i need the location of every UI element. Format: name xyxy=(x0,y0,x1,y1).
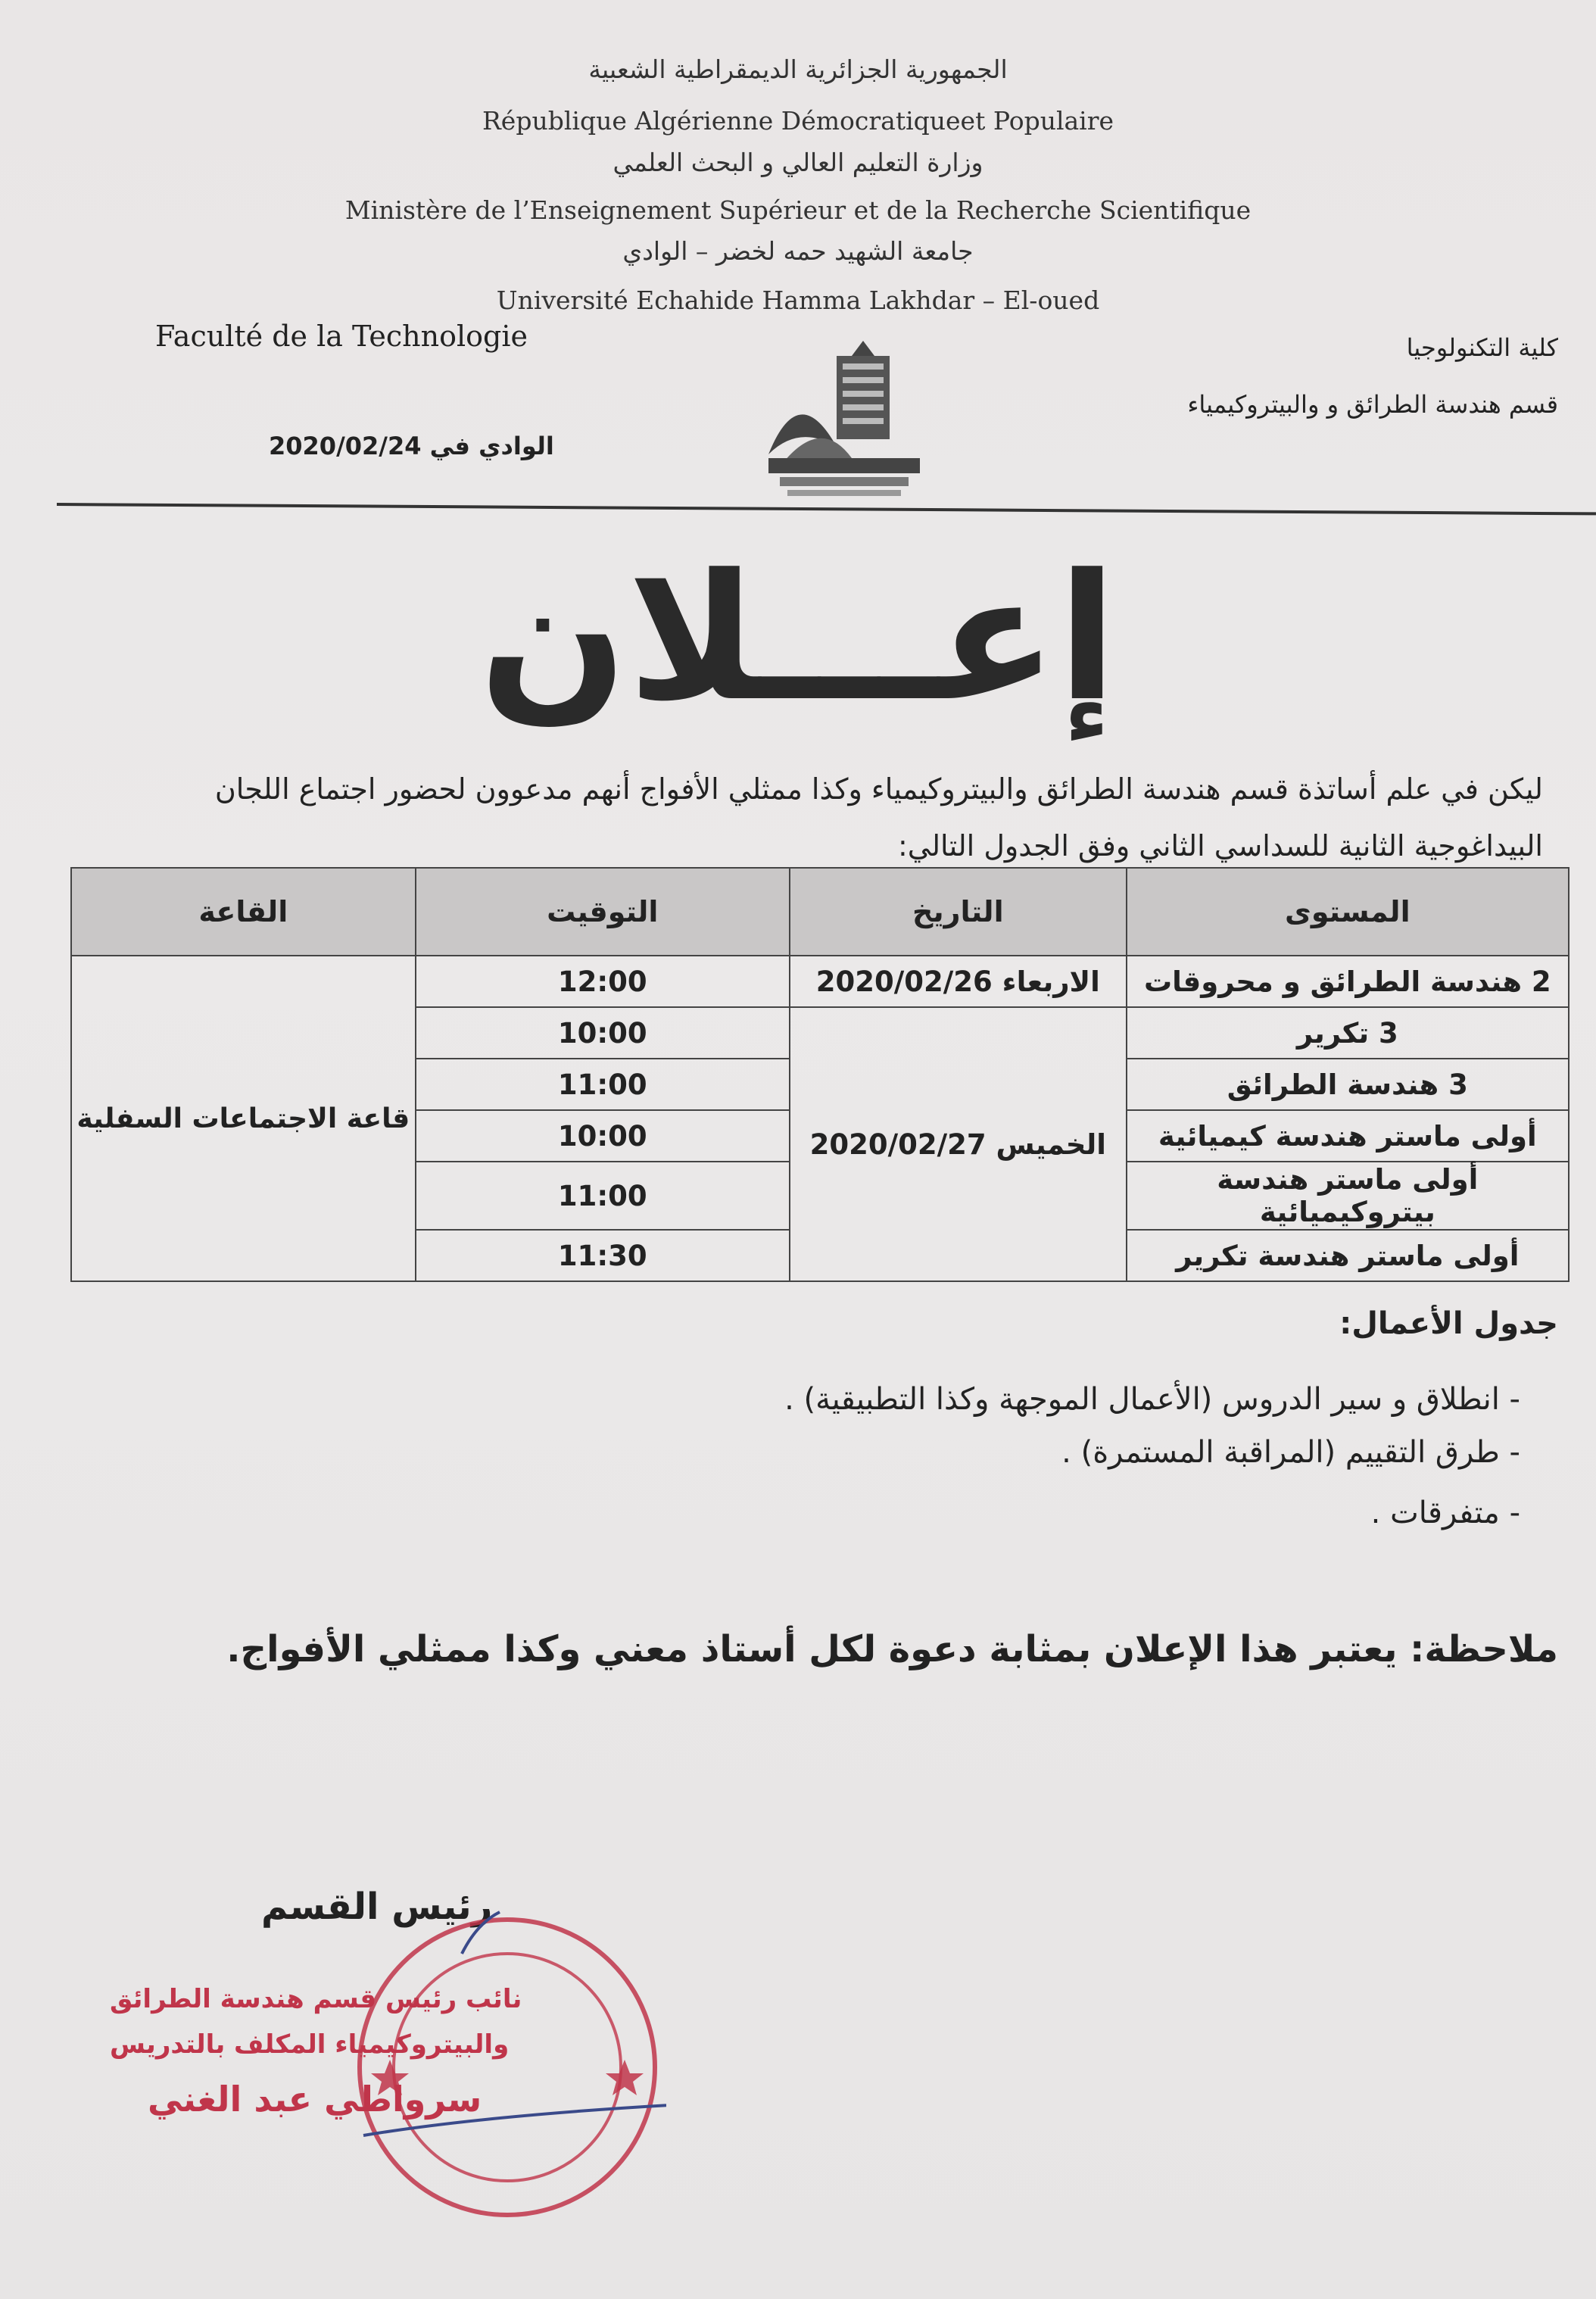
date-cell: الخميس 2020/02/27 xyxy=(790,1007,1127,1281)
header-level: المستوى xyxy=(1127,868,1569,956)
date-cell: الاربعاء 2020/02/26 xyxy=(790,956,1127,1007)
intro-line-1: ليكن في علم أساتذة قسم هندسة الطرائق والبيتروكيمياء وكذا ممثلي الأفواج أنهم مدعوون لحضور اجتماع اللجان xyxy=(214,772,1543,806)
university-logo xyxy=(753,333,935,507)
agenda-item: - متفرقات . xyxy=(1370,1496,1520,1530)
stamp-name: سرواطي عبد الغني xyxy=(148,2079,482,2120)
level-cell: 2 هندسة الطرائق و محروقات xyxy=(1127,956,1569,1007)
header-ar-university: جامعة الشهيد حمه لخضر – الوادي xyxy=(622,236,974,266)
intro-line-2: البيداغوجية الثانية للسداسي الثاني وفق الجدول التالي: xyxy=(898,829,1543,863)
header-fr-ministry: Ministère de l’Enseignement Supérieur et de la Recherche Scientifique xyxy=(344,195,1252,225)
time-cell: 11:30 xyxy=(416,1230,790,1281)
agenda-item: - طرق التقييم (المراقبة المستمرة) . xyxy=(1061,1435,1520,1470)
header-date: التاريخ xyxy=(790,868,1127,956)
level-cell: أولى ماستر هندسة بيتروكيميائية xyxy=(1127,1162,1569,1230)
header-ar-department: قسم هندسة الطرائق و والبيتروكيمياء xyxy=(1187,390,1558,419)
time-cell: 11:00 xyxy=(416,1059,790,1110)
signature-title: رئيس القسم xyxy=(261,1886,493,1928)
room-cell: قاعة الاجتماعات السفلية xyxy=(71,956,416,1281)
level-cell: أولى ماستر هندسة تكرير xyxy=(1127,1230,1569,1281)
stamp-line-2: والبيتروكيمياء المكلف بالتدريس xyxy=(110,2029,510,2060)
header-room: القاعة xyxy=(71,868,416,956)
announcement-title: إعـــلان xyxy=(478,538,1118,740)
level-cell: أولى ماستر هندسة كيميائية xyxy=(1127,1110,1569,1162)
table-row xyxy=(71,956,1569,1007)
level-cell: 3 هندسة الطرائق xyxy=(1127,1059,1569,1110)
schedule-table xyxy=(70,867,1570,1282)
official-stamp xyxy=(348,1908,666,2226)
header-ar-faculty: كلية التكنولوجيا xyxy=(1406,333,1558,362)
time-cell: 10:00 xyxy=(416,1110,790,1162)
agenda-item: - انطلاق و سير الدروس (الأعمال الموجهة وكذا التطبيقية) . xyxy=(784,1382,1520,1417)
time-cell: 10:00 xyxy=(416,1007,790,1059)
header-time: التوقيت xyxy=(416,868,790,956)
header-ar-republic: الجمهورية الجزائرية الديمقراطية الشعبية xyxy=(588,55,1008,84)
level-cell: 3 تكرير xyxy=(1127,1007,1569,1059)
header-fr-university: Université Echahide Hamma Lakhdar – El-oued xyxy=(496,285,1100,315)
agenda-heading: جدول الأعمال: xyxy=(1339,1306,1558,1341)
note-text: ملاحظة: يعتبر هذا الإعلان بمثابة دعوة لكل أستاذ معني وكذا ممثلي الأفواج. xyxy=(226,1628,1558,1670)
header-date: الوادي في 2020/02/24 xyxy=(269,432,554,460)
header-fr-republic: République Algérienne Démocratiqueet Populaire xyxy=(482,106,1114,136)
time-cell: 11:00 xyxy=(416,1162,790,1230)
header-fr-faculty: Faculté de la Technologie xyxy=(155,320,528,353)
stamp-line-1: نائب رئيس قسم هندسة الطرائق xyxy=(110,1984,522,2014)
time-cell: 12:00 xyxy=(416,956,790,1007)
header-ar-ministry: وزارة التعليم العالي و البحث العلمي xyxy=(613,148,983,177)
